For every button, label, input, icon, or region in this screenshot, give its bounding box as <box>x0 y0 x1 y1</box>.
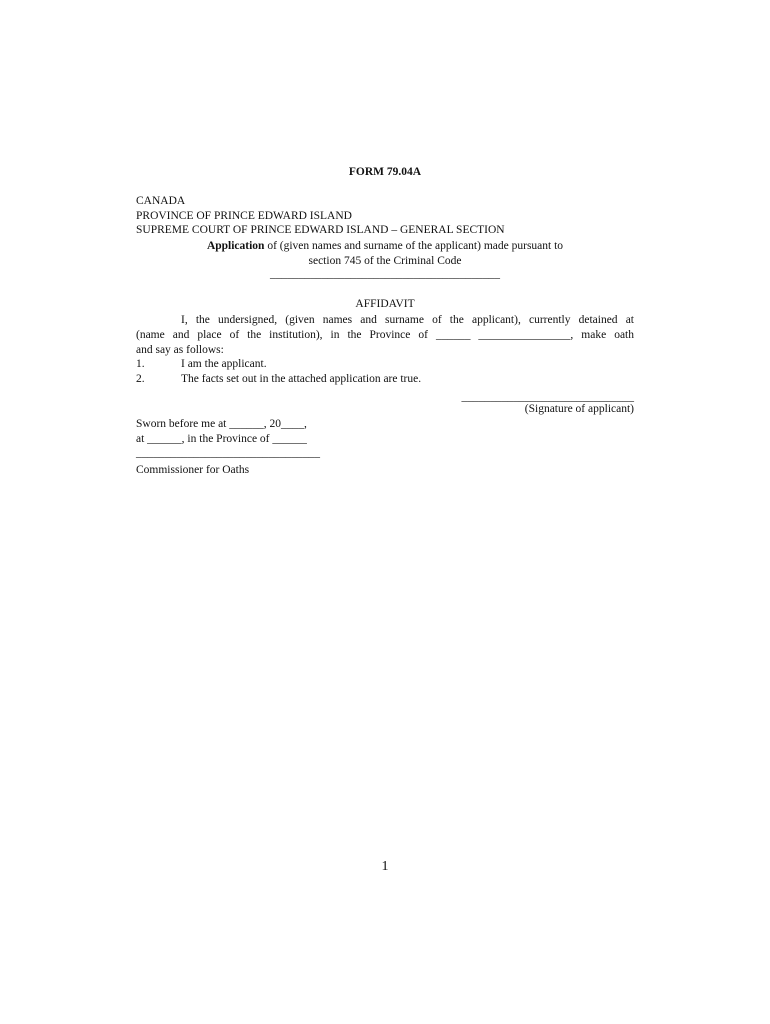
header-court: SUPREME COURT OF PRINCE EDWARD ISLAND – GENERAL SECTION <box>136 224 505 236</box>
commissioner-rule: ________________________________ <box>136 447 320 459</box>
affidavit-heading: AFFIDAVIT <box>355 298 415 310</box>
signature-label: (Signature of applicant) <box>524 403 634 415</box>
application-line-2: section 745 of the Criminal Code <box>308 255 462 267</box>
page-number: 1 <box>381 859 389 874</box>
application-rule: ________________________________________ <box>270 268 500 280</box>
jurat-line-1: Sworn before me at ______, 20____, <box>136 418 307 430</box>
affidavit-item-1-number: 1. <box>136 358 145 370</box>
affidavit-paragraph-line-3: and say as follows: <box>136 344 224 356</box>
form-title: FORM 79.04A <box>348 166 422 178</box>
commissioner-label: Commissioner for Oaths <box>136 464 250 476</box>
application-line-1 <box>136 239 634 253</box>
affidavit-item-1-text: I am the applicant. <box>181 358 267 370</box>
header-country: CANADA <box>136 195 186 207</box>
affidavit-paragraph-line-1: I, the undersigned, (given names and surname of the applicant), currently detained at <box>181 314 634 326</box>
jurat-line-2: at ______, in the Province of ______ <box>136 433 307 445</box>
application-bold-word: Application <box>206 240 265 252</box>
application-line-1-text: of (given names and surname of the applicant) made pursuant to <box>264 240 564 252</box>
affidavit-paragraph-line-2: (name and place of the institution), in the Province of ______ ________________, make oath <box>136 329 634 341</box>
affidavit-item-2-number: 2. <box>136 373 145 385</box>
affidavit-item-2-text: The facts set out in the attached application are true. <box>181 373 422 385</box>
signature-line: ______________________________ <box>461 391 634 403</box>
header-province: PROVINCE OF PRINCE EDWARD ISLAND <box>136 210 352 222</box>
